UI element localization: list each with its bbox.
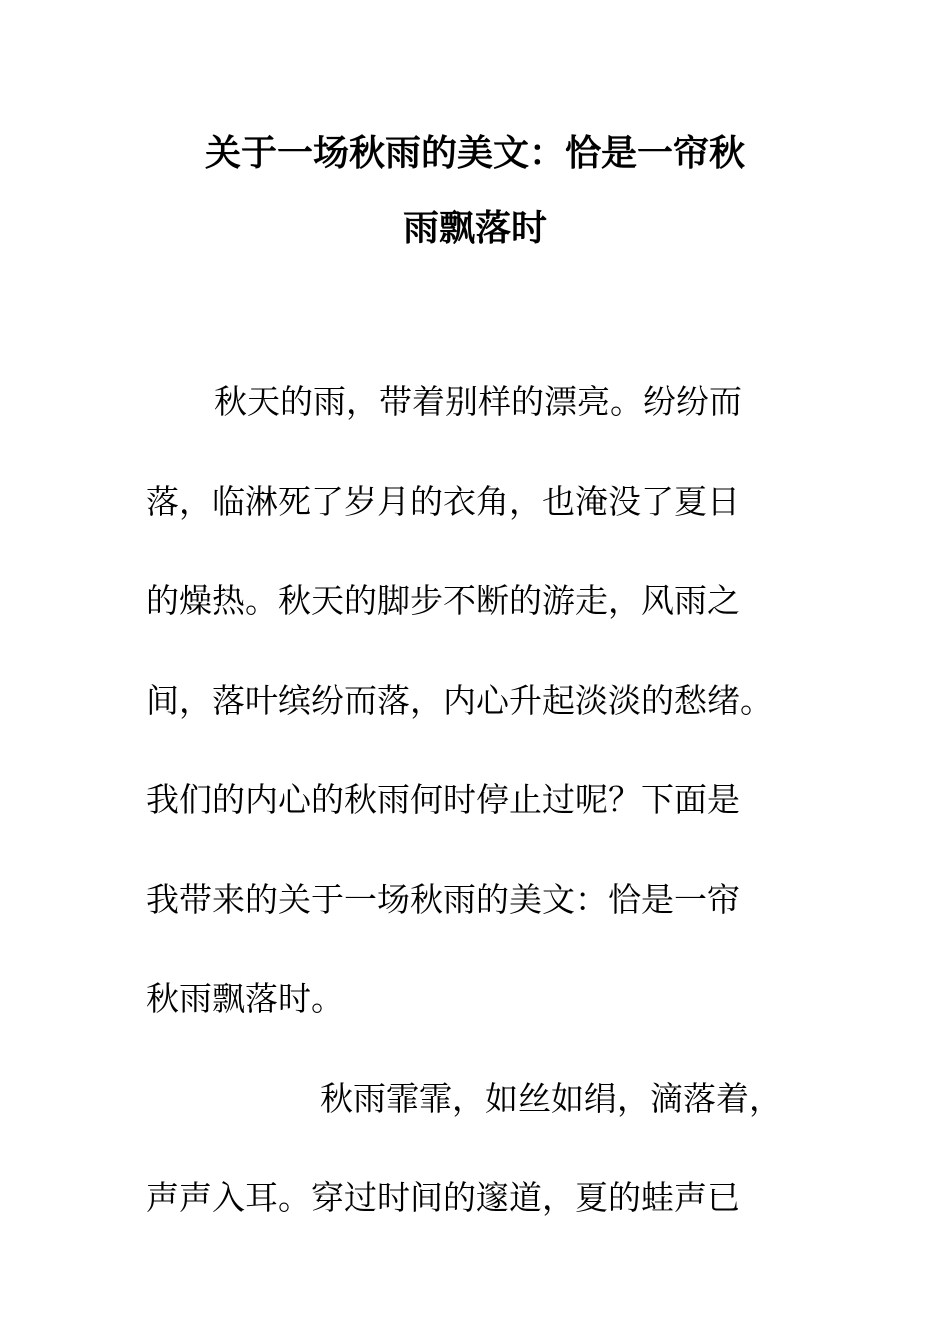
paragraph-line-6: 我带来的关于一场秋雨的美文：恰是一帘 [146, 880, 740, 919]
paragraph-line-4: 间，落叶缤纷而落，内心升起淡淡的愁绪。 [146, 681, 773, 720]
paragraph-line-7: 秋雨飘落时。 [146, 979, 344, 1018]
paragraph-line-3: 的燥热。秋天的脚步不断的游走，风雨之 [146, 581, 740, 620]
document-title-line-2: 雨飘落时 [402, 207, 547, 249]
paragraph-line-2: 落，临淋死了岁月的衣角，也淹没了夏日 [146, 482, 740, 521]
paragraph-line-8: 秋雨霏霏，如丝如绢，滴落着， [320, 1079, 782, 1118]
paragraph-line-9: 声声入耳。穿过时间的邃道，夏的蛙声已 [146, 1178, 740, 1217]
paragraph-line-1: 秋天的雨，带着别样的漂亮。纷纷而 [214, 382, 742, 421]
document-title-line-1: 关于一场秋雨的美文：恰是一帘秋 [204, 132, 745, 174]
paragraph-line-5: 我们的内心的秋雨何时停止过呢？下面是 [146, 780, 740, 819]
